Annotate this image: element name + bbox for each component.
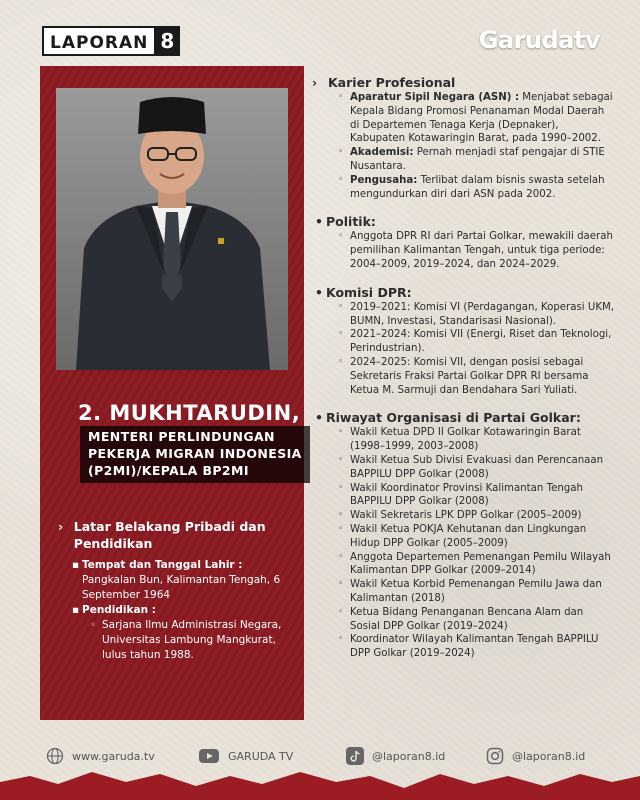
- circle-bullet-icon: ◦: [338, 579, 344, 590]
- list-item: [338, 633, 616, 661]
- footer-tiktok[interactable]: @laporan8.id: [346, 747, 445, 765]
- bullet-icon: •: [315, 410, 323, 426]
- list-item: [338, 509, 616, 523]
- item-text: Wakil Ketua Sub Divisi Evakuasi dan Perencanaan BAPPILU DPP Golkar (2008): [350, 454, 604, 480]
- item-text: Wakil Koordinator Provinsi Kalimantan Tengah BAPPILU DPP Golkar (2008): [350, 482, 583, 508]
- item-text: 2019–2021: Komisi VI (Perdagangan, Koperasi UKM, BUMN, Investasi, Standarisasi Nasional).: [350, 301, 615, 327]
- politics-heading: • Politik:: [312, 213, 616, 230]
- item-text: Wakil Ketua DPD II Golkar Kotawaringin Barat (1998–1999, 2003–2008): [350, 427, 581, 453]
- footer-instagram[interactable]: @laporan8.id: [486, 747, 585, 765]
- item-label: Pengusaha:: [350, 174, 418, 186]
- item-text: Wakil Sekretaris LPK DPP Golkar (2005–2009): [350, 510, 582, 522]
- circle-bullet-icon: ◦: [338, 606, 344, 617]
- chevron-right-icon: ›: [312, 75, 318, 90]
- item-text: Wakil Ketua POKJA Kehutanan dan Lingkungan Hidup DPP Golkar (2005–2009): [350, 523, 587, 549]
- circle-bullet-icon: ◦: [338, 427, 344, 438]
- footer: [0, 732, 640, 800]
- circle-bullet-icon: ◦: [338, 356, 344, 367]
- profile-name: 2. MUKHTARUDIN,: [78, 401, 301, 425]
- birth-value: Pangkalan Bun, Kalimantan Tengah, 6 September 1964: [82, 574, 281, 601]
- background-heading: › Latar Belakang Pribadi dan Pendidikan: [58, 519, 266, 551]
- logo-number: 8: [154, 26, 180, 56]
- footer-website[interactable]: www.garuda.tv: [46, 747, 155, 765]
- footer-youtube[interactable]: GARUDA TV: [198, 747, 293, 765]
- list-item: [338, 328, 616, 356]
- item-label: Akademisi:: [350, 147, 414, 159]
- circle-bullet-icon: ◦: [338, 301, 344, 312]
- career-section: [312, 74, 616, 201]
- list-item: [338, 482, 616, 510]
- organization-heading: • Riwayat Organisasi di Partai Golkar:: [312, 409, 616, 426]
- circle-bullet-icon: ◦: [338, 329, 344, 340]
- list-item: [338, 146, 616, 174]
- circle-bullet-icon: ◦: [338, 482, 344, 493]
- item-text: Wakil Ketua Korbid Pemenangan Pemilu Jawa dan Kalimantan (2018): [350, 579, 602, 604]
- circle-bullet-icon: ◦: [338, 92, 344, 102]
- circle-bullet-icon: ◦: [338, 523, 344, 534]
- list-item: [338, 551, 616, 579]
- list-item: [338, 91, 616, 146]
- birth-item: ▪ Tempat dan Tanggal Lahir :: [72, 559, 243, 571]
- item-text: Terlibat dalam bisnis swasta setelah mengundurkan diri dari ASN pada 2002.: [350, 174, 605, 200]
- instagram-icon: [486, 747, 504, 765]
- bullet-icon: ▪: [72, 559, 80, 571]
- item-text: Pernah menjadi staf pengajar di STIE Nusantara.: [350, 147, 605, 172]
- torn-paper-edge: [0, 762, 640, 800]
- list-item: [338, 454, 616, 482]
- chevron-right-icon: ›: [58, 519, 64, 534]
- list-item: [338, 174, 616, 202]
- circle-bullet-icon: ◦: [338, 231, 344, 242]
- circle-bullet-icon: ◦: [338, 454, 344, 465]
- item-text: Anggota Departemen Pemenangan Pemilu Wilayah Kalimantan DPP Golkar (2009–2014): [350, 551, 611, 577]
- circle-bullet-icon: ◦: [338, 551, 344, 562]
- youtube-icon: [198, 747, 220, 765]
- circle-bullet-icon: ◦: [90, 619, 97, 631]
- background-section: [58, 518, 298, 663]
- item-text: Koordinator Wilayah Kalimantan Tengah BAPPILU DPP Golkar (2019–2024): [350, 634, 599, 660]
- education-value: ◦ Sarjana Ilmu Administrasi Negara, Universitas Lambung Mangkurat, lulus tahun 1988.: [90, 619, 282, 661]
- item-label: Aparatur Sipil Negara (ASN) :: [350, 92, 520, 103]
- circle-bullet-icon: ◦: [338, 634, 344, 645]
- garudatv-logo: Garudatv: [478, 26, 600, 54]
- list-item: [338, 578, 616, 606]
- item-text: Menjabat sebagai Kepala Bidang Promosi Penanaman Modal Daerah di Departemen Tenaga Kerja (Depnaker), Kabupaten Kotawaringin Barat, pada 1990–2002.: [350, 92, 613, 145]
- logo-word: LAPORAN: [42, 26, 154, 56]
- list-item: [338, 523, 616, 551]
- tiktok-icon: [346, 747, 364, 765]
- bullet-icon: ▪: [72, 604, 80, 616]
- bullet-icon: •: [315, 284, 323, 300]
- portrait-photo: [56, 88, 288, 370]
- organization-section: [312, 409, 616, 661]
- politics-section: [312, 213, 616, 271]
- right-column: [312, 74, 616, 671]
- commission-heading: • Komisi DPR:: [312, 284, 616, 301]
- education-item: ▪ Pendidikan :: [72, 604, 156, 616]
- item-text: 2021–2024: Komisi VII (Energi, Riset dan Teknologi, Perindustrian).: [350, 329, 612, 355]
- list-item: [338, 426, 616, 454]
- circle-bullet-icon: ◦: [338, 174, 344, 185]
- globe-icon: [46, 747, 64, 765]
- profile-position: MENTERI PERLINDUNGAN PEKERJA MIGRAN INDONESIA (P2MI)/KEPALA BP2MI: [80, 426, 310, 483]
- commission-section: [312, 284, 616, 398]
- career-heading: › Karier Profesional: [312, 75, 456, 90]
- list-item: [338, 606, 616, 634]
- circle-bullet-icon: ◦: [338, 510, 344, 521]
- item-text: Ketua Bidang Penanganan Bencana Alam dan Sosial DPP Golkar (2019–2024): [350, 606, 584, 632]
- item-text: 2024–2025: Komisi VII, dengan posisi sebagai Sekretaris Fraksi Partai Golkar DPR RI bersama Ketua M. Sarmuji dan Bendahara Sari Yuliati.: [350, 356, 589, 396]
- list-item: [338, 356, 616, 397]
- laporan8-logo: [42, 26, 180, 56]
- circle-bullet-icon: ◦: [338, 147, 344, 158]
- list-item: [338, 230, 616, 271]
- list-item: [338, 301, 616, 329]
- bullet-icon: •: [315, 214, 323, 230]
- item-text: Anggota DPR RI dari Partai Golkar, mewakili daerah pemilihan Kalimantan Tengah, untuk tiga periode: 2004–2009, 2019–2024, dan 2024–2029.: [350, 231, 613, 270]
